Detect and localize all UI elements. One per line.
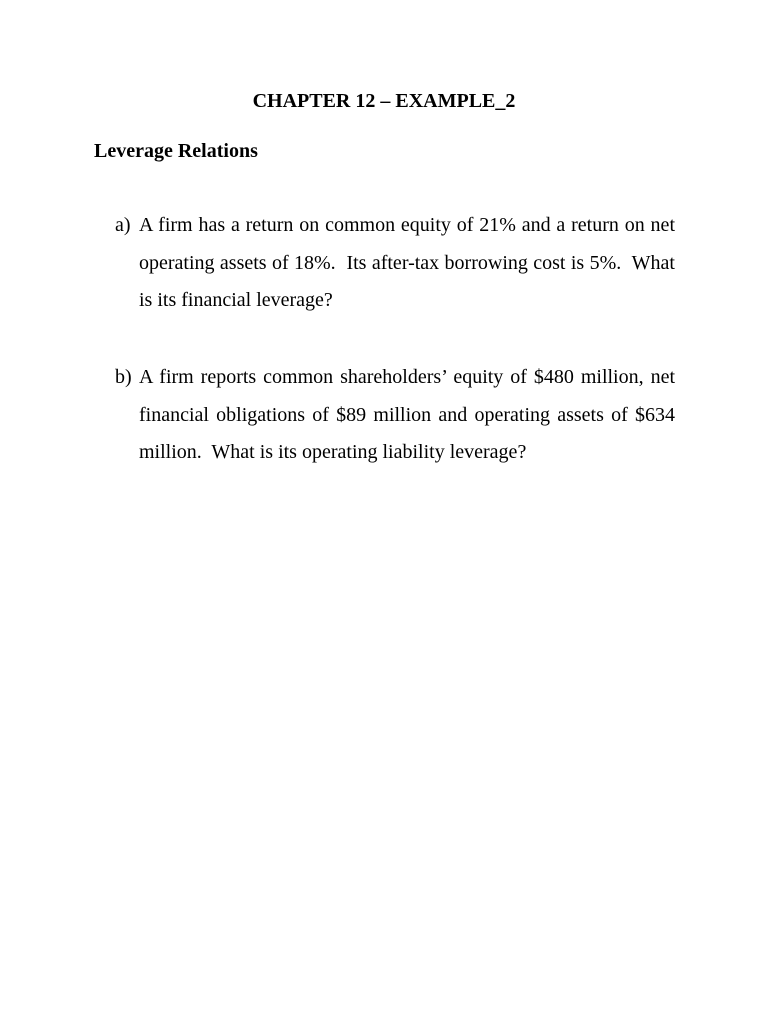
section-heading: Leverage Relations: [94, 140, 258, 162]
chapter-title: CHAPTER 12 – EXAMPLE_2: [252, 90, 516, 112]
question-a-text: A firm has a return on common equity of 21% and a return on net operating assets of 18%. Its after-tax borrowing cost is 5%. What is its financial leverage?: [139, 214, 680, 311]
question-b-text: A firm reports common shareholders’ equity of $480 million, net financial obligations of $89 million and operating assets of $634 million. What is its operating liability leverage?: [139, 366, 680, 463]
question-b-label: b): [115, 366, 132, 388]
question-a-label: a): [115, 214, 131, 236]
question-b: [115, 359, 680, 472]
question-a: [115, 207, 680, 320]
